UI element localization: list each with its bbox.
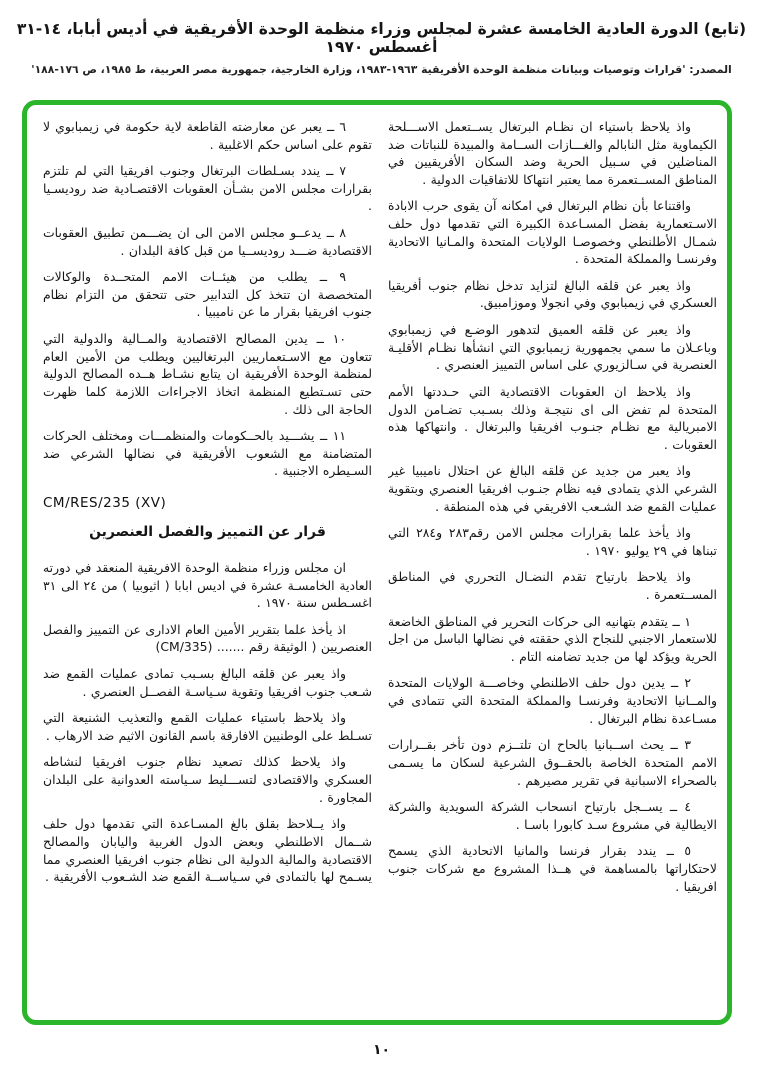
paragraph: واذ يــلاحظ بقلق بالغ المسـاعدة التي تقدمها دول حلف شــمال الاطلنطي وبعض الدول الغربية واليابان والمصالح الاقتصادية والمالية الدولية الى نظام جنوب افريقيا العنصري مما يسـمح لها بالتمادى في سـياســة القمع ضد الشـعوب الأفريقية .	[43, 816, 372, 885]
column-right	[388, 118, 717, 1012]
numbered-clause: ٥ ــ يندد بقرار فرنسا والمانيا الاتحادية الذي يسمح لاحتكاراتها بالمساهمة في هــذا المشروع مع شركات جنوب افريقيا .	[388, 843, 717, 894]
numbered-clause: ١٠ ــ يدين المصالح الاقتصادية والمــالية والدولية التي تتعاون مع الاسـتعماريين البرتغاليين ويطلب من الأمين العام لمنظمة الوحدة الأفريقية ان يتابع نشـاط هــده المصالح الدولية حتى تسـتطيع المنظمة اتخاذ الاجراءات اللازمة كلما ظهرت الحاجة الى ذلك .	[43, 331, 372, 417]
paragraph: واذ يلاحظ باستياء ان نظـام البرتغال يســتعمل الاســـلحة الكيماوية مثل النابالم والغـــازات الســامة والمبيدة للنباتات ضد المناضلين في سـبيل الحرية وضد السكان الأفريقيين في المناطق المســتعمرة مما يعتبر انتهاكا للاتفاقيات الدولية .	[388, 119, 717, 187]
paragraph: واذ يلاحظ كذلك تصعيد نظام جنوب افريقيا لنشاطه العسكري والاقتصادى لتســـليط سـياسته العدوانية على البلدان المجاورة .	[43, 754, 372, 805]
session-title: (تابع) الدورة العادية الخامسة عشرة لمجلس وزراء منظمة الوحدة الأفريقية في أديس أبابا، ١٤-٣١ أغسطس ١٩٧٠	[16, 20, 747, 56]
paragraph: واذ يعبر عن قلقه البالغ لتزايد تدخل نظام جنوب أفريقيا العسكري في زيمبابوي وفي انجولا وموزامبيق.	[388, 277, 717, 311]
paragraph: واذ يلاحظ بارتياح تقدم النضـال التحرري في المناطق المســتعمرة .	[388, 569, 717, 603]
two-column-layout	[27, 105, 727, 1020]
numbered-clause: ١١ ــ يشـــيد بالحــكومات والمنظمـــات ومختلف الحركات المتضامنة مع الشعوب الأفريقية في نضالها الشرعي ضد السـيطره الاجنبية .	[43, 428, 372, 479]
paragraph: واذ يعبر من جديد عن قلقه البالغ عن احتلال ناميبيا غير الشرعي الذي يتمادى فيه نظام جنـوب افريقيا العنصري وبتقوية عمليات القمع ضد الشـعب الافريقي في هذه المنطقة .	[388, 463, 717, 514]
paragraph: واذ يلاحظ باستياء عمليات القمع والتعذيب الشنيعة التي تسـلط على الوطنيين الافارقة باسم القانون الاثيم ضد الارهاب .	[43, 710, 372, 743]
document-frame	[22, 100, 732, 1025]
numbered-clause: ٧ ــ يندد بسـلطات البرتغال وجنوب افريقيا التي لم تلتزم بقرارات مجلس الامن بشـأن العقوبات الاقتصـادية ضد روديسـيا .	[43, 163, 372, 214]
numbered-clause: ٨ ــ يدعــو مجلس الامن الى ان يضـــمن تطبيق العقوبات الاقتصادية ضـــد روديســيا من قبل كافة البلدان .	[43, 225, 372, 258]
paragraph: اذ يأخذ علما بتقرير الأمين العام الادارى عن التمييز والفصل العنصريين ( الوثيقة رقم ....... (CM/335)	[43, 621, 372, 655]
numbered-clause: ٩ ــ يطلب من هيئــات الامم المتحــدة والوكالات المتخصصة ان تتخذ كل التدابير حتى تتحقق من التزام نظام جنوب افريقيا بقرار ما عن ناميبيا .	[43, 269, 372, 320]
paragraph: واقتناعا بأن نظام البرتغال في امكانه آن يقوى حرب الابادة الاسـتعمارية بفضل المسـاعدة الكبيرة التي تقدمها دول حلف شمـال الأطلنطي وخصوصـا الولايات المتحدة والمـانيا الاتحادية وفرنسـا والمملكة المتحدة .	[388, 198, 717, 267]
resolution-title: قرار عن التمييز والفصل العنصرين	[89, 524, 326, 541]
page-header	[0, 20, 763, 76]
numbered-clause: ٢ ــ يدين دول حلف الاطلنطي وخاصـــة الولايات المتحدة والمــانيا الاتحادية وفرنسـا والمملكة المتحدة التي تتمادى في مسـاعدة نظام البرتغال .	[388, 675, 717, 726]
column-left	[43, 118, 372, 1012]
source-citation: المصدر: 'قرارات وتوصيات وبيانات منظمة الوحدة الأفريقية ١٩٦٣-١٩٨٣، وزارة الخارجية، جمهورية مصر العربية، ط ١٩٨٥، ص ١٧٦-١٨٨'	[31, 63, 732, 76]
paragraph: ان مجلس وزراء منظمة الوحدة الافريقية المنعقد في دورته العادية الخامسـة عشرة في اديس ابابا ( اثيوبيا ) من ٢٤ الى ٣١ اغسـطس سنة ١٩٧٠ .	[43, 560, 372, 611]
paragraph: واذ يعبر عن قلقه البالغ بسـبب تمادى عمليات القمع ضد شـعب جنوب افريقيا وتقوية سـياسـة الفصــل العنصري .	[43, 666, 372, 699]
paragraph: واذ يلاحظ ان العقوبات الاقتصادية التي حـددتها الأمم المتحدة لم تفض الى اى نتيجـة وذلك بسـبب تضـامن الدول الامبريالية مع نظـام جنـوب افريقيا والبرتغال . وانتهاكها هذه العقوبات .	[388, 383, 717, 452]
resolution-code: CM/RES/235 (XV)	[43, 494, 167, 511]
numbered-clause: ٣ ــ يحث اســبانيا بالحاح ان تلتــزم دون تأخر بقــرارات الامم المتحدة الخاصة بالحقــوق الشرعية لسكان ما يسـمى بالصحراء الاسبانية في تقرير مصيرهم .	[388, 737, 717, 788]
page-number: ١٠	[372, 1042, 391, 1058]
paragraph: واذ يعبر عن قلقه العميق لتدهور الوضـع في زيمبابوي وباعـلان ما سمي بجمهورية زيمبابوي التي انشأها نظـام الأقليـة العنصرية في سـالزيوري على اساس التمييز العنصري .	[388, 322, 717, 373]
numbered-clause: ٤ ــ يســجل بارتياح انسحاب الشركة السويدية والشركة الايطالية في مشروع سـد كابورا باسـا .	[388, 799, 717, 832]
numbered-clause: ١ ــ يتقدم بتهانيه الى حركات التحرير في المناطق الخاضعة للاستعمار الاجنبي للنجاح الذي حققته في نضالها الباسل من اجل الحرية ويؤكد لها من جديد تضامنه التام .	[388, 613, 717, 664]
paragraph: واذ يأخذ علما بقرارات مجلس الامن رقم٢٨٣ و٢٨٤ التي تبناها في ٢٩ يوليو ١٩٧٠ .	[388, 525, 717, 558]
numbered-clause: ٦ ــ يعبر عن معارضته القاطعة لاية حكومة في زيمبابوي لا تقوم على اساس حكم الاغلبية .	[43, 119, 372, 152]
